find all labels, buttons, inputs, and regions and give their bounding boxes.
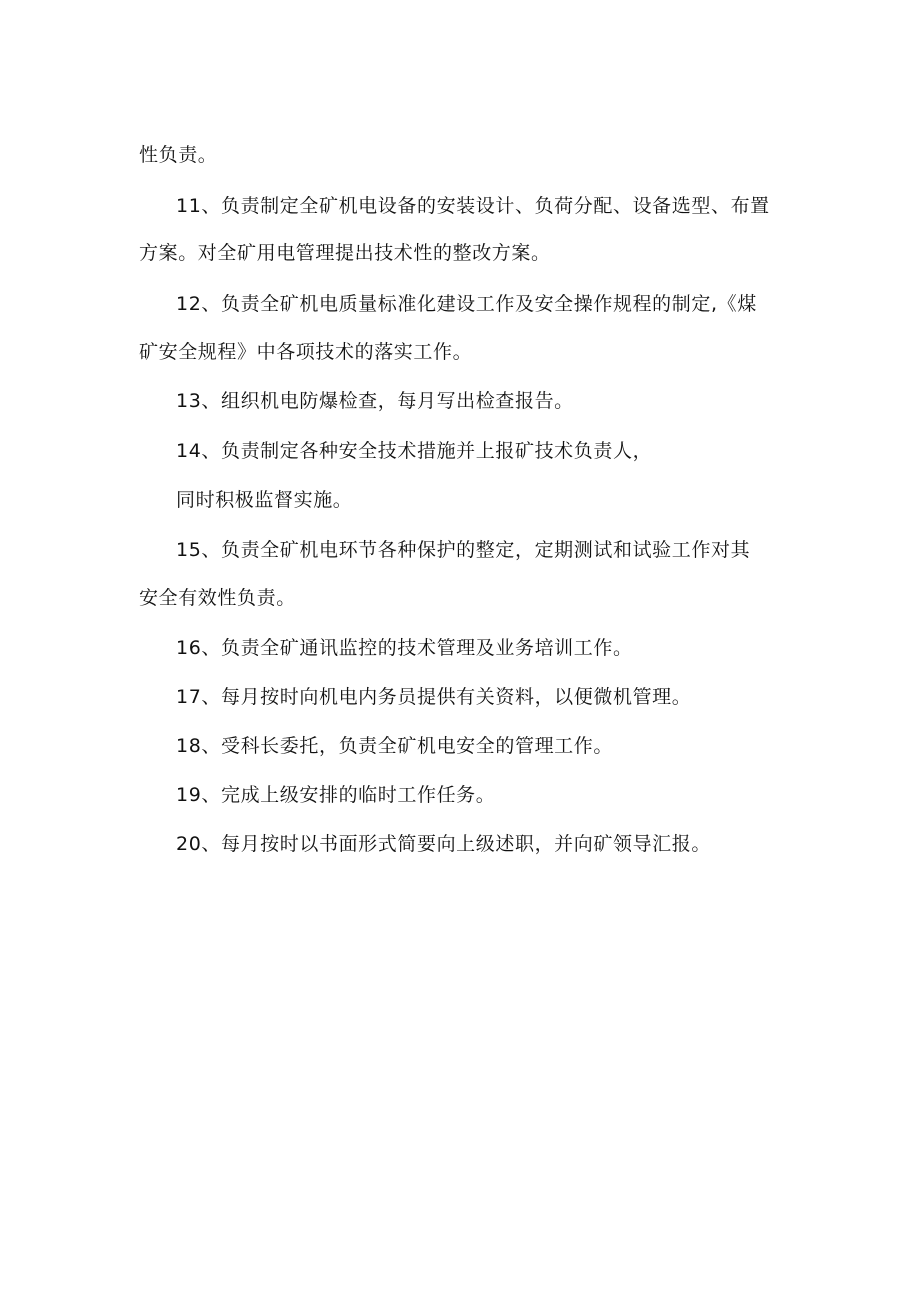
item-11-line-1: 11、负责制定全矿机电设备的安装设计、负荷分配、设备选型、布置	[176, 195, 770, 217]
item-14-line-2: 同时积极监督实施。	[176, 489, 353, 511]
item-15-line-2: 安全有效性负责。	[139, 587, 296, 609]
item-14-line-1: 14、负责制定各种安全技术措施并上报矿技术负责人，	[176, 440, 653, 462]
item-12-line-1: 12、负责全矿机电质量标准化建设工作及安全操作规程的制定,《煤	[176, 293, 757, 315]
text-line-continuation: 性负责。	[139, 144, 218, 166]
item-13: 13、组织机电防爆检查，每月写出检查报告。	[176, 390, 574, 412]
item-20: 20、每月按时以书面形式简要向上级述职，并向矿领导汇报。	[176, 833, 711, 855]
item-17: 17、每月按时向机电内务员提供有关资料，以便微机管理。	[176, 686, 692, 708]
item-19: 19、完成上级安排的临时工作任务。	[176, 784, 496, 806]
item-18: 18、受科长委托，负责全矿机电安全的管理工作。	[176, 735, 613, 757]
item-15-line-1: 15、负责全矿机电环节各种保护的整定，定期测试和试验工作对其	[176, 539, 751, 561]
item-12-line-2: 矿安全规程》中各项技术的落实工作。	[139, 341, 473, 363]
item-16: 16、负责全矿通讯监控的技术管理及业务培训工作。	[176, 637, 633, 659]
item-11-line-2: 方案。对全矿用电管理提出技术性的整改方案。	[139, 242, 551, 264]
